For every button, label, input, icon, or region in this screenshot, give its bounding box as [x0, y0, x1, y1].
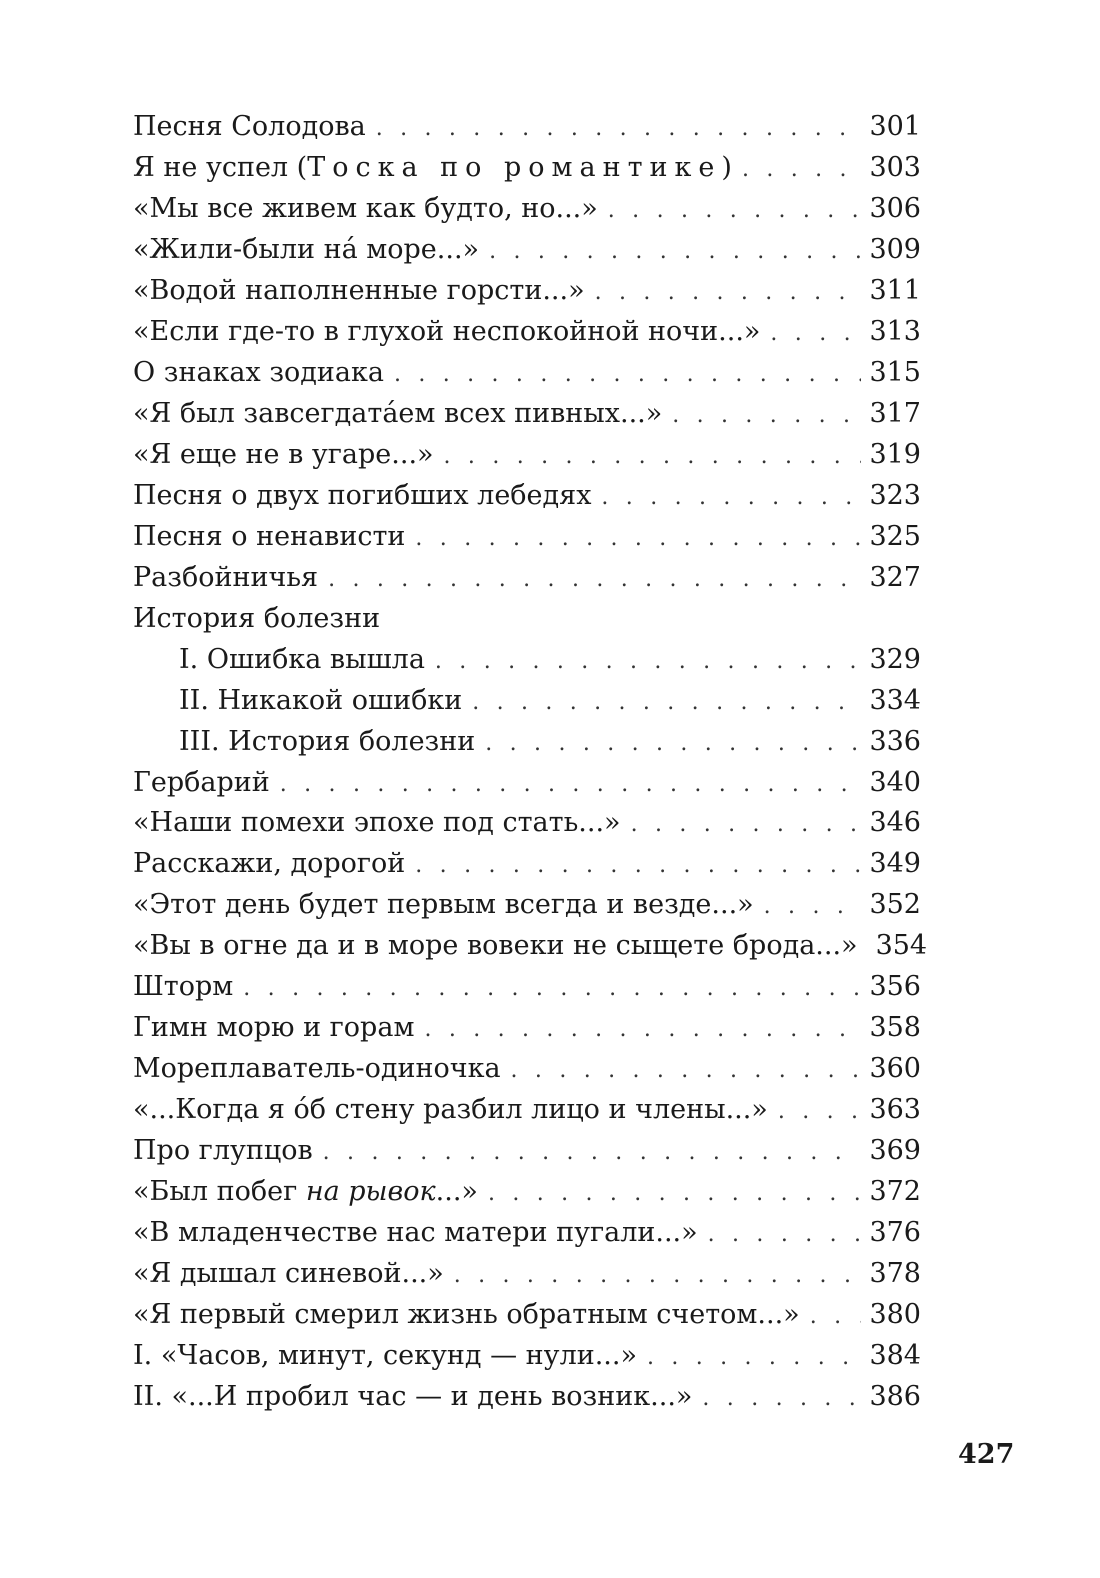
toc-entry: [133, 558, 921, 599]
dot-leader: [280, 765, 862, 806]
dot-leader: [810, 1297, 862, 1338]
toc-entry-title: «Жили-были на́ море...»: [133, 233, 480, 265]
toc-entry-page: 336: [869, 725, 921, 757]
toc-entry: [133, 271, 921, 312]
toc-entry-title: «Водой наполненные горсти...»: [133, 274, 585, 306]
toc-entry-page: 303: [869, 151, 921, 183]
toc-subentry: [133, 681, 921, 722]
dot-leader: [454, 1256, 862, 1297]
dot-leader: [672, 396, 861, 437]
toc-entry-title: «Этот день будет первым всегда и везде...»: [133, 889, 754, 921]
dot-leader: [424, 1010, 861, 1051]
dot-leader: [376, 109, 862, 150]
toc-entry-title: Мореплаватель-одиночка: [133, 1053, 501, 1085]
dot-leader: [472, 683, 861, 724]
toc-entry-title: «Я дышал синевой...»: [133, 1258, 444, 1290]
dot-leader: [323, 1133, 862, 1174]
toc-entry-title-end: ): [721, 151, 732, 183]
dot-leader: [631, 805, 862, 846]
dot-leader: [485, 724, 861, 765]
toc-entry: [133, 353, 921, 394]
dot-leader: [608, 191, 862, 232]
dot-leader: [595, 273, 862, 314]
toc-entry-title: II. Никакой ошибки: [179, 684, 463, 716]
dot-leader: [444, 437, 862, 478]
toc-entry-page: 301: [869, 111, 921, 142]
dot-leader: [778, 1092, 862, 1133]
toc-entry-title: «Я первый смерил жизнь обратным счетом...»: [133, 1299, 800, 1331]
dot-leader: [511, 1051, 862, 1092]
toc-entry: [133, 1090, 921, 1131]
toc-entry: [133, 803, 921, 844]
toc-entry: [133, 189, 921, 230]
dot-leader: [243, 969, 861, 1010]
dot-leader: [415, 519, 861, 560]
toc-entry: [133, 312, 921, 353]
toc-entry-page: 372: [869, 1176, 921, 1208]
toc-entry: [133, 230, 921, 271]
toc-entry-page: 369: [869, 1135, 921, 1167]
dot-leader: [742, 150, 862, 191]
toc-entry: [133, 1295, 921, 1336]
toc-entry: [133, 1377, 921, 1418]
toc-entry-page: 384: [869, 1340, 921, 1372]
page-number: 427: [958, 1439, 1015, 1470]
dot-leader: [328, 560, 861, 601]
toc-entry-title: I. «Часов, минут, секунд — нули...»: [133, 1340, 637, 1372]
toc-entry-page: 309: [869, 233, 921, 265]
toc-entry-title: Гимн морю и горам: [133, 1012, 415, 1044]
toc-entry: [133, 148, 921, 189]
toc-entry-page: 317: [869, 397, 921, 429]
toc-entry-page: 311: [869, 274, 921, 306]
toc-entry-page: 380: [869, 1299, 921, 1331]
toc-entry-title: «Вы в огне да и в море вовеки не сыщете брода...»: [133, 930, 858, 962]
toc-entry-page: 329: [869, 643, 921, 675]
toc-entry-page: 313: [869, 315, 921, 347]
toc-entry-title: Песня о двух погибших лебедях: [133, 479, 592, 511]
toc-entry: [133, 107, 921, 148]
toc-entry-title: «В младенчестве нас матери пугали...»: [133, 1217, 698, 1249]
toc-entry-title-spaced: Тоска по романтике: [307, 151, 722, 183]
toc-entry-page: 349: [869, 848, 921, 880]
toc-entry: [133, 885, 921, 926]
toc-entry-title-end: ...»: [435, 1176, 478, 1208]
toc-entry: [133, 1049, 921, 1090]
toc-entry-title: «Я еще не в угаре...»: [133, 438, 434, 470]
toc-entry: [133, 435, 921, 476]
toc-entry: [133, 1336, 921, 1377]
toc-entry-title: III. История болезни: [179, 725, 476, 757]
table-of-contents: [133, 107, 928, 1418]
dot-leader: [488, 1174, 862, 1215]
toc-entry-title: Гербарий: [133, 766, 270, 798]
toc-entry-title: Расскажи, дорогой: [133, 848, 406, 880]
toc-entry-page: 340: [869, 766, 921, 798]
toc-entry-page: 358: [869, 1012, 921, 1044]
toc-entry: [133, 1213, 921, 1254]
toc-entry-page: 346: [869, 807, 921, 839]
toc-entry-title: [133, 1172, 478, 1213]
toc-entry-page: 354: [875, 930, 928, 962]
dot-leader: [708, 1215, 862, 1256]
toc-entry-title-start: «Был побег: [133, 1176, 306, 1208]
toc-entry-page: 315: [869, 356, 921, 388]
toc-subentry: [133, 722, 921, 763]
dot-leader: [764, 887, 862, 928]
toc-entry-page: 306: [869, 192, 921, 224]
toc-entry-page: 334: [869, 684, 921, 716]
toc-entry-title: II. «...И пробил час — и день возник...»: [133, 1381, 693, 1413]
toc-entry-title: «Наши помехи эпохе под стать...»: [133, 807, 621, 839]
toc-entry-title: «Если где-то в глухой неспокойной ночи...»: [133, 315, 761, 347]
toc-entry-title: «Мы все живем как будто, но...»: [133, 192, 598, 224]
toc-entry-title: Про глупцов: [133, 1135, 313, 1167]
toc-entry: [133, 967, 921, 1008]
dot-leader: [435, 642, 862, 683]
toc-entry-page: 376: [869, 1217, 921, 1249]
toc-subentry: [133, 640, 921, 681]
dot-leader: [489, 232, 861, 273]
toc-entry: [133, 844, 921, 885]
toc-entry-title: История болезни: [133, 602, 381, 634]
toc-entry-title: «...Когда я о́б стену разбил лицо и члены...»: [133, 1094, 768, 1126]
toc-entry: [133, 394, 921, 435]
toc-section-heading: [133, 599, 921, 640]
toc-entry-page: 327: [869, 561, 921, 593]
toc-entry: [133, 1172, 921, 1213]
dot-leader: [415, 846, 861, 887]
toc-entry-title: I. Ошибка вышла: [179, 643, 425, 675]
toc-entry-title: О знаках зодиака: [133, 356, 384, 388]
toc-entry-page: 356: [869, 971, 921, 1003]
toc-entry-title: Песня о ненависти: [133, 520, 406, 552]
toc-entry-page: 378: [869, 1258, 921, 1290]
toc-entry-page: 360: [869, 1053, 921, 1085]
toc-entry: [133, 1008, 921, 1049]
toc-entry-title: «Я был завсегдата́ем всех пивных...»: [133, 397, 663, 429]
toc-entry-page: 323: [869, 479, 921, 511]
toc-entry-page: 386: [869, 1381, 921, 1413]
toc-entry-page: 363: [869, 1094, 921, 1126]
toc-entry: [133, 763, 921, 804]
dot-leader: [601, 478, 861, 519]
toc-entry: [133, 926, 928, 967]
toc-entry: [133, 1131, 921, 1172]
toc-entry-title: Песня Солодова: [133, 111, 366, 142]
toc-entry: [133, 476, 921, 517]
toc-entry-title-italic: на рывок: [305, 1176, 436, 1208]
toc-entry-title: Разбойничья: [133, 561, 319, 593]
toc-entry-page: 325: [869, 520, 921, 552]
toc-entry-title-start: Я не успел (: [133, 151, 308, 183]
toc-entry-page: 319: [869, 438, 921, 470]
toc-entry: [133, 517, 921, 558]
toc-entry-page: 352: [869, 889, 921, 921]
dot-leader: [770, 314, 861, 355]
toc-entry-title: Шторм: [133, 971, 234, 1003]
dot-leader: [647, 1338, 861, 1379]
dot-leader: [702, 1379, 861, 1420]
dot-leader: [394, 355, 861, 396]
toc-entry: [133, 1254, 921, 1295]
toc-entry-title: [133, 148, 732, 189]
